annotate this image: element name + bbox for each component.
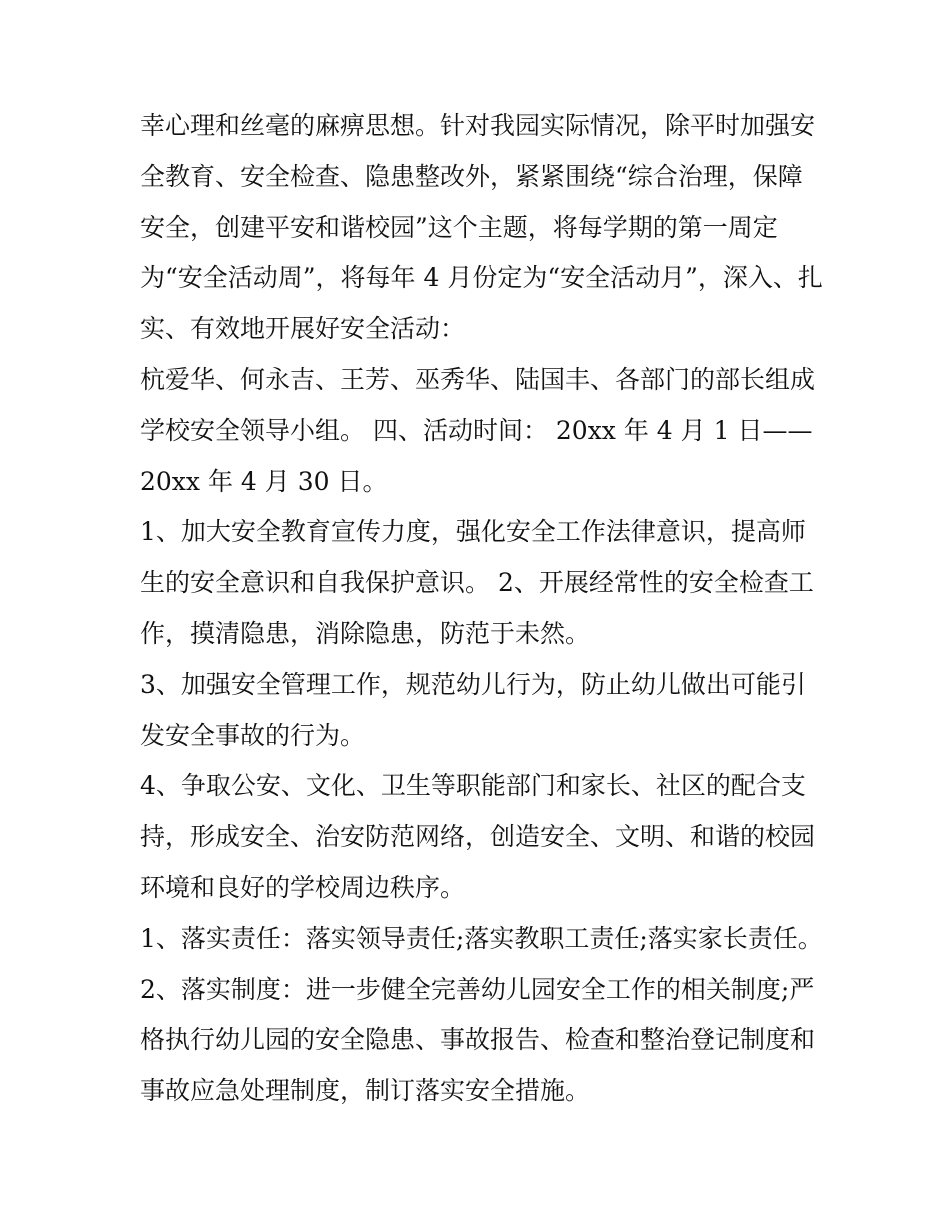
text-line: 发安全事故的行为。 (140, 720, 366, 750)
text-line: 作，摸清隐患，消除隐患，防范于未然。 (140, 618, 591, 648)
text-line: 2、落实制度：进一步健全完善幼儿园安全工作的相关制度;严 (140, 974, 815, 1004)
text-line: 学校安全领导小组。 四、活动时间： 20xx 年 4 月 1 日—— (140, 415, 813, 445)
text-line: 全教育、安全检查、隐患整改外，紧紧围绕“综合治理，保障 (140, 161, 803, 191)
text-line: 持，形成安全、治安防范网络，创造安全、文明、和谐的校园 (140, 822, 816, 852)
text-line: 格执行幼儿园的安全隐患、事故报告、检查和整治登记制度和 (140, 1025, 816, 1055)
text-line: 安全，创建平安和谐校园”这个主题，将每学期的第一周定 (140, 212, 778, 242)
text-line: 3、加强安全管理工作，规范幼儿行为，防止幼儿做出可能引 (140, 669, 806, 699)
text-line: 为“安全活动周”，将每年 4 月份定为“安全活动月”，深入、扎 (140, 263, 823, 293)
text-line: 20xx 年 4 月 30 日。 (140, 466, 388, 496)
text-line: 实、有效地开展好安全活动： (140, 314, 466, 344)
text-line: 1、加大安全教育宣传力度，强化安全工作法律意识，提高师 (140, 517, 806, 547)
text-line: 幸心理和丝毫的麻痹思想。针对我园实际情况，除平时加强安 (140, 111, 816, 140)
document-body (140, 101, 823, 1117)
text-line: 杭爱华、何永吉、王芳、巫秀华、陆国丰、各部门的部长组成 (140, 364, 816, 394)
text-line: 生的安全意识和自我保护意识。 2、开展经常性的安全检查工 (140, 568, 814, 598)
text-line: 事故应急处理制度，制订落实安全措施。 (140, 1076, 591, 1106)
text-line: 4、争取公安、文化、卫生等职能部门和家长、社区的配合支 (140, 771, 806, 801)
text-line: 1、落实责任：落实领导责任;落实教职工责任;落实家长责任。 (140, 923, 823, 953)
text-line: 环境和良好的学校周边秩序。 (140, 872, 466, 902)
